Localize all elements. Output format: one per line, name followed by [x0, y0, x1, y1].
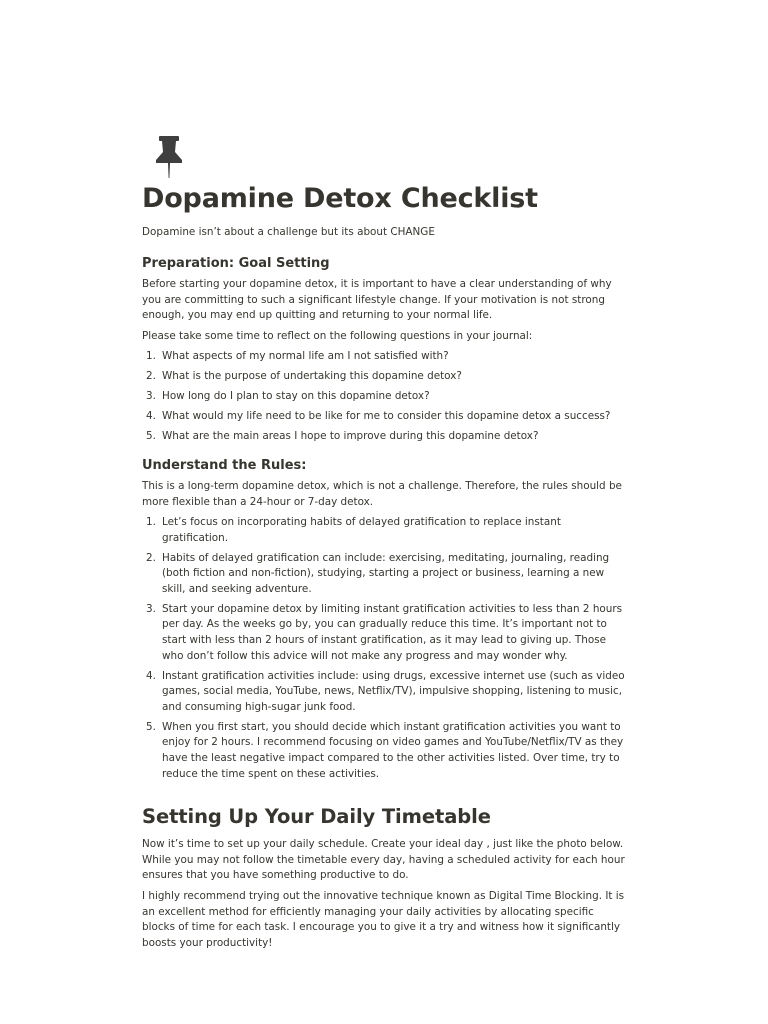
list-item-text: How long do I plan to stay on this dopamine detox?	[162, 390, 430, 403]
list-item-text: What aspects of my normal life am I not satisfied with?	[162, 350, 449, 363]
rules-intro: This is a long-term dopamine detox, which is not a challenge. Therefore, the rules should be more flexible than a 24-hour or 7-day detox.	[142, 479, 622, 508]
rules-heading: Understand the Rules:	[142, 457, 307, 473]
list-number: 2.	[146, 370, 156, 383]
list-item-text: When you first start, you should decide which instant gratification activities you want to enjoy for 2 hours. I recommend focusing on video games and YouTube/Netflix/TV as they have the least negative impact compared to the other activities listed. Over time, try to reduce the time spent on these activities.	[162, 720, 624, 780]
list-item	[142, 409, 626, 425]
list-number: 1.	[146, 350, 156, 363]
list-item	[142, 720, 626, 782]
pushpin-icon	[154, 134, 184, 180]
timetable-paragraph: Now it’s time to set up your daily schedule. Create your ideal day , just like the photo below. While you may not follow the timetable every day, having a scheduled activity for each hour ensures that you have something productive to do.	[142, 838, 625, 882]
list-number: 4.	[146, 410, 156, 423]
list-item-text: What is the purpose of undertaking this dopamine detox?	[162, 370, 462, 383]
timetable-paragraph: I highly recommend trying out the innovative technique known as Digital Time Blocking. It is an excellent method for efficiently managing your daily activities by allocating specific blocks of time for each task. I encourage you to give it a try and witness how it significantly boosts your productivity!	[142, 889, 625, 949]
list-item	[142, 369, 626, 385]
preparation-paragraph: Before starting your dopamine detox, it is important to have a clear understanding of why you are committing to such a significant lifestyle change. If your motivation is not strong enough, you may end up quitting and returning to your normal life.	[142, 278, 612, 322]
list-number: 5.	[146, 720, 156, 733]
preparation-paragraph: Please take some time to reflect on the following questions in your journal:	[142, 329, 533, 342]
list-item	[142, 551, 626, 598]
list-item	[142, 669, 626, 716]
list-number: 2.	[146, 551, 156, 564]
list-item	[142, 602, 626, 664]
timetable-section	[142, 804, 626, 951]
preparation-section	[142, 255, 626, 445]
question-list	[142, 349, 626, 445]
list-number: 3.	[146, 602, 156, 615]
page-title: Dopamine Detox Checklist	[142, 183, 538, 214]
list-item-text: Let’s focus on incorporating habits of delayed gratification to replace instant gratification.	[162, 516, 561, 544]
rules-list	[142, 515, 626, 782]
list-number: 1.	[146, 516, 156, 529]
list-item-text: What are the main areas I hope to improve during this dopamine detox?	[162, 430, 539, 443]
preparation-heading: Preparation: Goal Setting	[142, 256, 330, 271]
list-number: 4.	[146, 669, 156, 682]
rules-section	[142, 457, 626, 782]
document-page	[142, 134, 626, 956]
page-subtitle: Dopamine isn’t about a challenge but its about CHANGE	[142, 226, 435, 238]
list-number: 5.	[146, 430, 156, 443]
list-item	[142, 429, 626, 445]
list-item-text: What would my life need to be like for me to consider this dopamine detox a success?	[162, 410, 611, 423]
list-item-text: Start your dopamine detox by limiting instant gratification activities to less than 2 hours per day. As the weeks go by, you can gradually reduce this time. It’s important not to start with less than 2 hours of instant gratification, as it may lead to giving up. Those who don’t follow this advice will not make any progress and may wonder why.	[162, 602, 623, 662]
list-item-text: Instant gratification activities include: using drugs, excessive internet use (such as video games, social media, YouTube, news, Netflix/TV), impulsive shopping, listening to music, and consuming high-sugar junk food.	[162, 669, 625, 713]
list-item-text: Habits of delayed gratification can include: exercising, meditating, journaling, reading (both fiction and non-fiction), studying, starting a project or business, learning a new skill, and seeking adventure.	[162, 551, 610, 595]
list-item	[142, 349, 626, 365]
list-item	[142, 389, 626, 405]
list-number: 3.	[146, 390, 156, 403]
timetable-heading: Setting Up Your Daily Timetable	[142, 805, 491, 829]
list-item	[142, 515, 626, 546]
